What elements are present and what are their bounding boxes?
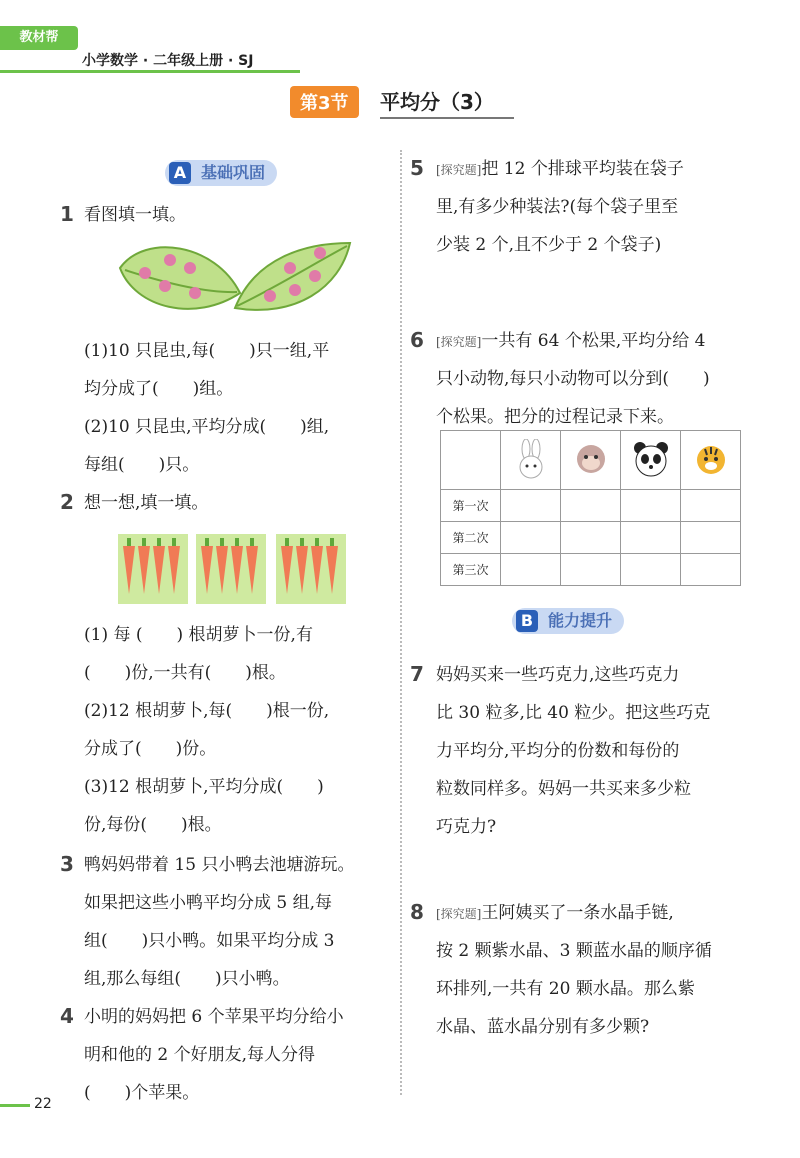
leaf-right-icon (235, 243, 350, 310)
q1-line3: (2)10 只昆虫,平均分成( )组, (84, 417, 330, 437)
level-b-label: 能力提升 (548, 611, 613, 630)
q2-line2: ( )份,一共有( )根。 (84, 663, 286, 683)
q1-title: 看图填一填。 (84, 205, 186, 225)
q1-line4: 每组( )只。 (84, 455, 200, 475)
q1-line1: (1)10 只昆虫,每( )只一组,平 (84, 341, 330, 361)
book-title: 小学数学 · 二年级上册 · SJ (82, 53, 254, 69)
level-b-pill (512, 608, 624, 634)
section-title: 平均分（3） (380, 86, 514, 119)
q3-line4: 组,那么每组( )只小鸭。 (84, 969, 290, 989)
row-label: 第二次 (441, 522, 501, 554)
rabbit-icon (501, 431, 561, 490)
q5-line1: [探究题]把 12 个排球平均装在袋子 (436, 159, 684, 179)
q8-line4: 水晶、蓝水晶分别有多少颗? (436, 1017, 650, 1037)
q6-tag: [探究题] (436, 335, 482, 349)
q1-line2: 均分成了( )组。 (84, 379, 234, 399)
q8-number: 8 (410, 900, 424, 924)
carrots-illustration (118, 530, 363, 606)
leaves-illustration (115, 238, 355, 318)
q5-tag: [探究题] (436, 163, 482, 177)
q2-line3: (2)12 根胡萝卜,每( )根一份, (84, 701, 330, 721)
row-label: 第三次 (441, 554, 501, 586)
level-b-letter: B (516, 610, 538, 632)
monkey-icon (561, 431, 621, 490)
q5-line3: 少装 2 个,且不少于 2 个袋子) (436, 235, 662, 255)
q4-line1: 小明的妈妈把 6 个苹果平均分给小 (84, 1007, 344, 1027)
q8-tag: [探究题] (436, 907, 482, 921)
table-row (441, 554, 741, 586)
q4-number: 4 (60, 1004, 74, 1028)
q7-line5: 巧克力? (436, 817, 497, 837)
q4-line2: 明和他的 2 个好朋友,每人分得 (84, 1045, 316, 1065)
panda-icon (621, 431, 681, 490)
table-row (441, 522, 741, 554)
q7-line1: 妈妈买来一些巧克力,这些巧克力 (436, 665, 680, 685)
q6-number: 6 (410, 328, 424, 352)
table-row (441, 490, 741, 522)
q3-line1: 鸭妈妈带着 15 只小鸭去池塘游玩。 (84, 855, 355, 875)
level-a-label: 基础巩固 (201, 163, 266, 182)
q5-line2: 里,有多少种装法?(每个袋子里至 (436, 197, 679, 217)
q1-number: 1 (60, 202, 74, 226)
q2-line5: (3)12 根胡萝卜,平均分成( ) (84, 777, 324, 797)
level-a-pill (165, 160, 277, 186)
table-header-row (441, 431, 741, 490)
row-label: 第一次 (441, 490, 501, 522)
book-tag: 教材帮 (0, 26, 78, 50)
q2-line1: (1) 每 ( ) 根胡萝卜一份,有 (84, 625, 313, 645)
header-line (0, 70, 300, 73)
column-divider (400, 150, 402, 1095)
q3-line2: 如果把这些小鸭平均分成 5 组,每 (84, 893, 333, 913)
q8-line3: 环排列,一共有 20 颗水晶。那么紫 (436, 979, 695, 999)
level-a-letter: A (169, 162, 191, 184)
q7-line4: 粒数同样多。妈妈一共买来多少粒 (436, 779, 691, 799)
q7-line3: 力平均分,平均分的份数和每份的 (436, 741, 680, 761)
q7-number: 7 (410, 662, 424, 686)
q2-line4: 分成了( )份。 (84, 739, 217, 759)
page-number-line (0, 1104, 30, 1107)
q6-line2: 只小动物,每只小动物可以分到( ) (436, 369, 710, 389)
q4-line3: ( )个苹果。 (84, 1083, 200, 1103)
q8-line1: [探究题]王阿姨买了一条水晶手链, (436, 903, 674, 923)
record-table (440, 430, 741, 586)
page-number: 22 (34, 1096, 52, 1112)
q2-line6: 份,每份( )根。 (84, 815, 222, 835)
q7-line2: 比 30 粒多,比 40 粒少。把这些巧克 (436, 703, 711, 723)
q3-number: 3 (60, 852, 74, 876)
q5-number: 5 (410, 156, 424, 180)
q8-line2: 按 2 颗紫水晶、3 颗蓝水晶的顺序循 (436, 941, 712, 961)
section-badge: 第3节 (290, 86, 359, 118)
leaf-left-icon (120, 247, 240, 309)
q3-line3: 组( )只小鸭。如果平均分成 3 (84, 931, 335, 951)
q2-number: 2 (60, 490, 74, 514)
q2-title: 想一想,填一填。 (84, 493, 209, 513)
tiger-icon (681, 431, 741, 490)
q6-line1: [探究题]一共有 64 个松果,平均分给 4 (436, 331, 706, 351)
q6-line3: 个松果。把分的过程记录下来。 (436, 407, 674, 427)
